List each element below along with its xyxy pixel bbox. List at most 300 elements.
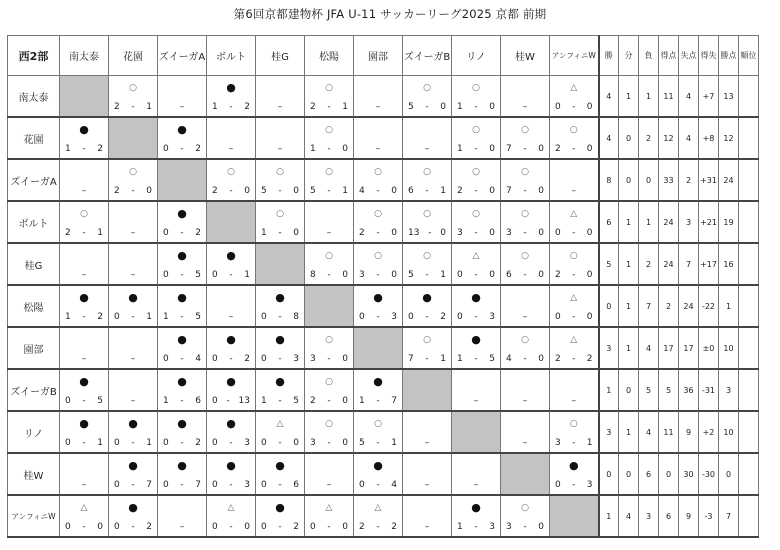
match-score bbox=[354, 186, 402, 196]
score-right: 0 bbox=[586, 144, 593, 154]
score-right: 1 bbox=[342, 186, 348, 196]
score-separator: - bbox=[278, 522, 282, 532]
loss-mark-icon: ○ bbox=[423, 335, 431, 345]
self-match-cell bbox=[207, 201, 256, 243]
draw-mark-icon: △ bbox=[570, 335, 578, 345]
score-left: 0 bbox=[359, 480, 365, 490]
match-cell bbox=[403, 411, 452, 453]
score-separator: - bbox=[82, 522, 86, 532]
stat-cell: 1 bbox=[619, 285, 639, 327]
stat-cell: 11 bbox=[659, 76, 679, 118]
stat-cell bbox=[739, 369, 759, 411]
match-cell bbox=[256, 369, 305, 411]
score-separator: - bbox=[278, 312, 282, 322]
stat-cell: 0 bbox=[599, 453, 619, 495]
loss-mark-icon: ○ bbox=[227, 167, 235, 177]
loss-mark-icon: ○ bbox=[569, 125, 578, 135]
match-cell bbox=[550, 76, 599, 118]
match-score bbox=[158, 312, 206, 322]
stat-cell: 3 bbox=[679, 201, 699, 243]
score-left: 3 bbox=[310, 354, 316, 364]
score-right: 7 bbox=[391, 396, 397, 406]
unplayed-mark: – bbox=[424, 144, 430, 154]
win-mark-icon: ● bbox=[79, 375, 89, 388]
match-cell bbox=[60, 243, 109, 285]
match-score bbox=[207, 270, 255, 280]
score-right: 13 bbox=[238, 396, 250, 406]
match-score bbox=[403, 354, 451, 364]
score-right: 3 bbox=[244, 480, 250, 490]
self-match-cell bbox=[158, 159, 207, 201]
row-team-name: 松陽 bbox=[8, 285, 60, 327]
loss-mark-icon: ○ bbox=[325, 251, 333, 261]
match-cell bbox=[207, 76, 256, 118]
stat-cell: 17 bbox=[679, 327, 699, 369]
stat-cell bbox=[739, 243, 759, 285]
self-match-cell bbox=[452, 411, 501, 453]
match-cell bbox=[256, 453, 305, 495]
team-row bbox=[8, 117, 759, 159]
match-cell bbox=[305, 369, 354, 411]
match-score bbox=[60, 438, 108, 448]
match-cell bbox=[109, 369, 158, 411]
match-score bbox=[550, 228, 598, 238]
score-separator: - bbox=[180, 270, 184, 280]
stat-cell: 8 bbox=[599, 159, 619, 201]
match-score bbox=[452, 144, 500, 154]
score-right: 2 bbox=[146, 522, 152, 532]
row-team-name: 桂G bbox=[8, 243, 60, 285]
score-left: 5 bbox=[408, 102, 414, 112]
stat-cell: 16 bbox=[719, 243, 739, 285]
score-separator: - bbox=[425, 312, 429, 322]
score-left: 1 bbox=[163, 396, 169, 406]
unplayed-mark: – bbox=[424, 438, 430, 448]
score-right: 8 bbox=[293, 312, 299, 322]
score-separator: - bbox=[376, 186, 380, 196]
score-left: 0 bbox=[408, 312, 414, 322]
match-cell bbox=[109, 159, 158, 201]
score-right: 5 bbox=[293, 396, 299, 406]
stat-cell bbox=[739, 159, 759, 201]
match-score bbox=[501, 522, 549, 532]
unplayed-mark: – bbox=[375, 102, 381, 112]
match-cell bbox=[403, 76, 452, 118]
win-mark-icon: ● bbox=[471, 501, 481, 514]
loss-mark-icon: ○ bbox=[325, 377, 333, 387]
match-cell bbox=[354, 76, 403, 118]
score-left: 3 bbox=[555, 438, 561, 448]
match-cell bbox=[550, 201, 599, 243]
stat-cell: 2 bbox=[639, 117, 659, 159]
stat-cell: 2 bbox=[639, 243, 659, 285]
match-cell bbox=[207, 159, 256, 201]
self-match-cell bbox=[354, 327, 403, 369]
score-right: 5 bbox=[489, 354, 495, 364]
score-left: 0 bbox=[212, 522, 218, 532]
unplayed-mark: – bbox=[326, 228, 332, 238]
match-cell bbox=[354, 369, 403, 411]
unplayed-mark: – bbox=[81, 354, 87, 364]
match-cell bbox=[452, 327, 501, 369]
score-right: 2 bbox=[244, 102, 250, 112]
stat-cell: 0 bbox=[659, 453, 679, 495]
stat-cell: +8 bbox=[699, 117, 719, 159]
loss-mark-icon: ○ bbox=[472, 167, 480, 177]
score-right: 0 bbox=[586, 312, 593, 322]
match-cell bbox=[403, 327, 452, 369]
stat-cell: 0 bbox=[639, 159, 659, 201]
match-cell bbox=[256, 495, 305, 537]
match-cell bbox=[354, 243, 403, 285]
score-right: 3 bbox=[489, 522, 495, 532]
draw-mark-icon: △ bbox=[570, 209, 578, 219]
match-cell bbox=[452, 201, 501, 243]
loss-mark-icon: ○ bbox=[472, 209, 480, 219]
score-left: 1 bbox=[261, 228, 267, 238]
score-separator: - bbox=[82, 228, 86, 238]
score-separator: - bbox=[180, 228, 184, 238]
loss-mark-icon: ○ bbox=[472, 125, 480, 135]
score-separator: - bbox=[327, 186, 331, 196]
score-separator: - bbox=[82, 312, 86, 322]
match-score bbox=[305, 396, 353, 406]
results-body bbox=[8, 76, 759, 538]
score-left: 0 bbox=[310, 522, 316, 532]
score-left: 1 bbox=[310, 144, 316, 154]
score-right: 3 bbox=[244, 438, 250, 448]
loss-mark-icon: ○ bbox=[423, 83, 431, 93]
stat-cell: -3 bbox=[699, 495, 719, 537]
stat-header: 失点 bbox=[679, 36, 699, 76]
win-mark-icon: ● bbox=[226, 459, 236, 472]
score-left: 0 bbox=[163, 228, 169, 238]
score-left: 0 bbox=[163, 438, 169, 448]
loss-mark-icon: ○ bbox=[521, 335, 529, 345]
score-left: 1 bbox=[457, 522, 463, 532]
division-label: 西2部 bbox=[8, 36, 60, 76]
stat-cell: 1 bbox=[639, 76, 659, 118]
match-cell bbox=[207, 453, 256, 495]
score-separator: - bbox=[327, 354, 331, 364]
score-right: 0 bbox=[244, 522, 250, 532]
score-right: 1 bbox=[97, 438, 103, 448]
score-separator: - bbox=[572, 228, 576, 238]
match-score bbox=[109, 480, 157, 490]
score-left: 0 bbox=[163, 480, 169, 490]
match-score bbox=[452, 102, 500, 112]
header-row bbox=[8, 36, 759, 76]
unplayed-mark: – bbox=[326, 480, 332, 490]
match-score bbox=[207, 102, 255, 112]
score-left: 2 bbox=[555, 270, 561, 280]
score-left: 0 bbox=[261, 480, 267, 490]
match-score bbox=[207, 480, 255, 490]
match-cell bbox=[207, 369, 256, 411]
score-separator: - bbox=[425, 186, 429, 196]
match-score bbox=[501, 144, 549, 154]
stat-cell: -22 bbox=[699, 285, 719, 327]
stat-cell bbox=[739, 76, 759, 118]
match-cell bbox=[60, 117, 109, 159]
score-separator: - bbox=[229, 270, 233, 280]
win-mark-icon: ● bbox=[79, 123, 89, 136]
team-row bbox=[8, 495, 759, 537]
match-cell bbox=[109, 285, 158, 327]
win-mark-icon: ● bbox=[373, 459, 383, 472]
row-team-name: 花園 bbox=[8, 117, 60, 159]
score-left: 0 bbox=[65, 522, 71, 532]
match-cell bbox=[60, 327, 109, 369]
match-cell bbox=[501, 76, 550, 118]
team-row bbox=[8, 201, 759, 243]
score-separator: - bbox=[226, 396, 230, 406]
score-left: 1 bbox=[65, 144, 71, 154]
self-match-cell bbox=[305, 285, 354, 327]
score-separator: - bbox=[523, 186, 527, 196]
draw-mark-icon: △ bbox=[570, 293, 578, 303]
loss-mark-icon: ○ bbox=[521, 209, 529, 219]
stat-cell: 6 bbox=[659, 495, 679, 537]
score-separator: - bbox=[523, 144, 527, 154]
score-separator: - bbox=[229, 102, 233, 112]
score-separator: - bbox=[474, 102, 478, 112]
score-separator: - bbox=[376, 522, 380, 532]
score-right: 0 bbox=[586, 228, 593, 238]
unplayed-mark: – bbox=[424, 480, 430, 490]
score-left: 0 bbox=[114, 480, 120, 490]
stat-cell: 0 bbox=[619, 369, 639, 411]
match-score bbox=[501, 186, 549, 196]
match-cell bbox=[109, 76, 158, 118]
match-score bbox=[305, 144, 353, 154]
loss-mark-icon: ○ bbox=[129, 167, 137, 177]
team-row bbox=[8, 76, 759, 118]
score-right: 1 bbox=[97, 228, 103, 238]
score-separator: - bbox=[474, 270, 478, 280]
match-cell bbox=[60, 369, 109, 411]
unplayed-mark: – bbox=[522, 102, 528, 112]
score-left: 1 bbox=[457, 102, 463, 112]
score-left: 0 bbox=[555, 102, 561, 112]
score-separator: - bbox=[180, 354, 184, 364]
stat-cell: 3 bbox=[599, 411, 619, 453]
match-cell bbox=[60, 495, 109, 537]
score-right: 0 bbox=[342, 144, 348, 154]
match-cell bbox=[158, 285, 207, 327]
score-left: 2 bbox=[359, 522, 365, 532]
match-cell bbox=[207, 117, 256, 159]
match-score bbox=[354, 480, 402, 490]
score-separator: - bbox=[425, 354, 429, 364]
score-separator: - bbox=[327, 438, 331, 448]
match-score bbox=[550, 102, 598, 112]
match-cell bbox=[207, 327, 256, 369]
score-separator: - bbox=[229, 438, 233, 448]
match-score bbox=[452, 522, 500, 532]
stat-cell: 1 bbox=[619, 76, 639, 118]
score-separator: - bbox=[425, 102, 429, 112]
win-mark-icon: ● bbox=[177, 249, 187, 262]
match-cell bbox=[256, 159, 305, 201]
match-cell bbox=[501, 411, 550, 453]
team-row bbox=[8, 327, 759, 369]
match-cell bbox=[501, 201, 550, 243]
stat-cell: 4 bbox=[639, 411, 659, 453]
score-separator: - bbox=[180, 396, 184, 406]
match-cell bbox=[60, 159, 109, 201]
match-cell bbox=[109, 411, 158, 453]
match-score bbox=[452, 270, 500, 280]
match-score bbox=[109, 186, 157, 196]
win-mark-icon: ● bbox=[226, 81, 236, 94]
stat-cell: 1 bbox=[619, 411, 639, 453]
stat-cell bbox=[739, 495, 759, 537]
score-left: 7 bbox=[506, 186, 512, 196]
unplayed-mark: – bbox=[571, 396, 576, 406]
row-team-name: 園部 bbox=[8, 327, 60, 369]
page-title: 第6回京都建物杯 JFA U-11 サッカーリーグ2025 京都 前期 bbox=[233, 7, 547, 21]
match-score bbox=[501, 354, 549, 364]
match-cell bbox=[305, 117, 354, 159]
match-score bbox=[256, 438, 304, 448]
score-separator: - bbox=[376, 312, 380, 322]
match-score bbox=[550, 354, 598, 364]
match-cell bbox=[60, 285, 109, 327]
stat-cell: 4 bbox=[599, 76, 619, 118]
draw-mark-icon: △ bbox=[570, 83, 578, 93]
match-cell bbox=[109, 327, 158, 369]
stat-cell: 6 bbox=[639, 453, 659, 495]
match-score bbox=[256, 480, 304, 490]
unplayed-mark: – bbox=[130, 270, 136, 280]
score-right: 0 bbox=[538, 186, 544, 196]
score-right: 0 bbox=[244, 186, 250, 196]
unplayed-mark: – bbox=[424, 522, 430, 532]
match-score bbox=[109, 522, 157, 532]
score-separator: - bbox=[180, 438, 184, 448]
draw-mark-icon: △ bbox=[472, 251, 480, 261]
score-right: 0 bbox=[391, 228, 397, 238]
score-left: 2 bbox=[114, 186, 120, 196]
match-cell bbox=[501, 117, 550, 159]
loss-mark-icon: ○ bbox=[325, 335, 333, 345]
self-match-cell bbox=[550, 495, 599, 537]
score-left: 3 bbox=[506, 228, 512, 238]
match-cell bbox=[550, 243, 599, 285]
score-right: 0 bbox=[538, 228, 544, 238]
loss-mark-icon: ○ bbox=[472, 83, 480, 93]
match-cell bbox=[109, 201, 158, 243]
stat-header: 順位 bbox=[739, 36, 759, 76]
column-header-team: ボルト bbox=[207, 36, 256, 76]
row-team-name: ズイーガA bbox=[8, 159, 60, 201]
loss-mark-icon: ○ bbox=[276, 167, 284, 177]
score-separator: - bbox=[474, 186, 478, 196]
score-right: 2 bbox=[97, 312, 103, 322]
stat-cell: 7 bbox=[679, 243, 699, 285]
score-separator: - bbox=[131, 438, 135, 448]
score-left: 3 bbox=[310, 438, 316, 448]
score-left: 7 bbox=[408, 354, 414, 364]
match-score bbox=[109, 102, 157, 112]
loss-mark-icon: ○ bbox=[325, 419, 333, 429]
score-separator: - bbox=[82, 396, 86, 406]
match-score bbox=[305, 270, 353, 280]
score-separator: - bbox=[572, 312, 576, 322]
score-left: 0 bbox=[212, 270, 218, 280]
win-mark-icon: ● bbox=[226, 375, 236, 388]
score-separator: - bbox=[180, 144, 184, 154]
score-right: 6 bbox=[293, 480, 299, 490]
self-match-cell bbox=[60, 76, 109, 118]
stat-cell: 2 bbox=[679, 159, 699, 201]
match-score bbox=[158, 144, 206, 154]
stat-cell: 24 bbox=[659, 243, 679, 285]
match-cell bbox=[501, 285, 550, 327]
score-separator: - bbox=[474, 522, 478, 532]
unplayed-mark: – bbox=[277, 102, 283, 112]
stat-cell: 5 bbox=[639, 369, 659, 411]
team-row bbox=[8, 369, 759, 411]
match-score bbox=[60, 228, 108, 238]
match-cell bbox=[207, 285, 256, 327]
score-right: 1 bbox=[244, 270, 250, 280]
match-cell bbox=[354, 201, 403, 243]
score-separator: - bbox=[278, 396, 282, 406]
stat-cell: 10 bbox=[719, 327, 739, 369]
match-cell bbox=[60, 201, 109, 243]
score-left: 2 bbox=[310, 396, 316, 406]
match-cell bbox=[207, 495, 256, 537]
score-right: 5 bbox=[195, 312, 201, 322]
score-right: 4 bbox=[195, 354, 201, 364]
stat-cell: 24 bbox=[679, 285, 699, 327]
stat-cell: 7 bbox=[639, 285, 659, 327]
score-left: 5 bbox=[359, 438, 365, 448]
match-cell bbox=[207, 243, 256, 285]
stat-cell: +7 bbox=[699, 76, 719, 118]
stat-cell: -30 bbox=[699, 453, 719, 495]
match-score bbox=[354, 522, 402, 532]
match-cell bbox=[354, 117, 403, 159]
loss-mark-icon: ○ bbox=[569, 419, 578, 429]
stat-cell: 4 bbox=[619, 495, 639, 537]
row-team-name: リノ bbox=[8, 411, 60, 453]
match-score bbox=[452, 228, 500, 238]
score-left: 1 bbox=[212, 102, 218, 112]
score-separator: - bbox=[278, 480, 282, 490]
column-header-team: 桂G bbox=[256, 36, 305, 76]
score-right: 3 bbox=[391, 312, 397, 322]
match-score bbox=[207, 438, 255, 448]
stat-cell: 3 bbox=[599, 327, 619, 369]
loss-mark-icon: ○ bbox=[129, 83, 137, 93]
loss-mark-icon: ○ bbox=[325, 167, 333, 177]
score-right: 0 bbox=[391, 186, 397, 196]
win-mark-icon: ● bbox=[275, 459, 285, 472]
match-score bbox=[550, 144, 598, 154]
score-left: 1 bbox=[457, 354, 463, 364]
row-team-name: 桂W bbox=[8, 453, 60, 495]
score-left: 0 bbox=[555, 312, 561, 322]
match-score bbox=[403, 102, 451, 112]
win-mark-icon: ● bbox=[177, 291, 187, 304]
stat-cell: 4 bbox=[639, 327, 659, 369]
match-cell bbox=[256, 117, 305, 159]
score-right: 1 bbox=[146, 312, 152, 322]
score-left: 0 bbox=[163, 144, 169, 154]
